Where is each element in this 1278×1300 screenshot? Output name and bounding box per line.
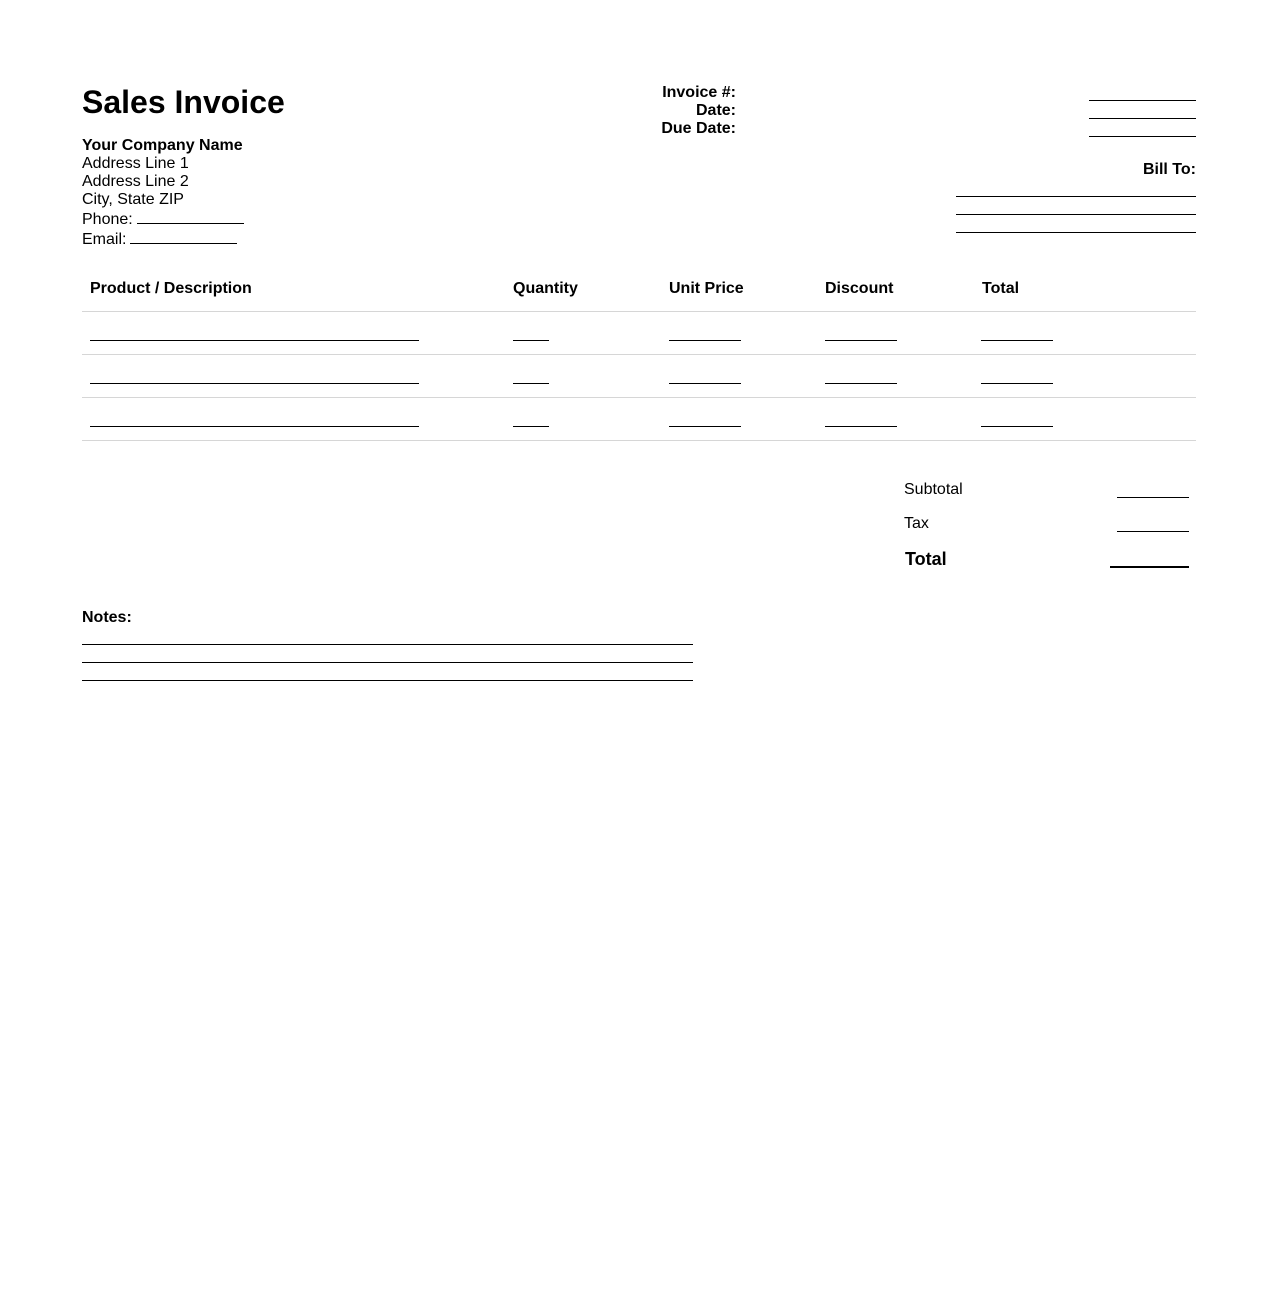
- tax-field[interactable]: [1117, 531, 1189, 532]
- bill-to-field[interactable]: [956, 232, 1196, 233]
- line-total-field[interactable]: [981, 340, 1053, 341]
- invoice-meta-labels: [560, 84, 736, 138]
- product-field[interactable]: [90, 383, 419, 384]
- invoice-number-label: Invoice #:: [662, 84, 736, 101]
- discount-field[interactable]: [825, 426, 897, 427]
- table-header-divider: [82, 311, 1196, 312]
- date-field[interactable]: [1089, 118, 1196, 119]
- email-field[interactable]: [130, 229, 237, 244]
- bill-to-label: Bill To:: [1142, 161, 1196, 178]
- company-phone-row: [82, 209, 244, 229]
- row-divider: [82, 354, 1196, 355]
- subtotal-field[interactable]: [1117, 497, 1189, 498]
- unit-price-field[interactable]: [669, 383, 741, 384]
- column-header-unit-price: Unit Price: [669, 280, 744, 297]
- company-address-line-2: Address Line 2: [82, 173, 189, 190]
- company-email-row: [82, 229, 244, 249]
- line-total-field[interactable]: [981, 426, 1053, 427]
- company-info: [82, 137, 244, 249]
- line-total-field[interactable]: [981, 383, 1053, 384]
- date-label: Date:: [695, 102, 736, 119]
- notes-field[interactable]: [82, 644, 693, 645]
- row-divider: [82, 440, 1196, 441]
- discount-field[interactable]: [825, 383, 897, 384]
- tax-label: Tax: [904, 515, 929, 532]
- page-title: Sales Invoice: [82, 84, 285, 120]
- notes-label: Notes:: [82, 609, 132, 626]
- invoice-number-field[interactable]: [1089, 100, 1196, 101]
- product-field[interactable]: [90, 340, 419, 341]
- grand-total-field[interactable]: [1110, 566, 1189, 568]
- quantity-field[interactable]: [513, 340, 549, 341]
- quantity-field[interactable]: [513, 383, 549, 384]
- bill-to-field[interactable]: [956, 196, 1196, 197]
- column-header-quantity: Quantity: [513, 280, 578, 297]
- column-header-total: Total: [982, 280, 1020, 297]
- phone-label: Phone:: [82, 211, 133, 228]
- bill-to-field[interactable]: [956, 214, 1196, 215]
- notes-field[interactable]: [82, 680, 693, 681]
- product-field[interactable]: [90, 426, 419, 427]
- quantity-field[interactable]: [513, 426, 549, 427]
- unit-price-field[interactable]: [669, 426, 741, 427]
- due-date-field[interactable]: [1089, 136, 1196, 137]
- unit-price-field[interactable]: [669, 340, 741, 341]
- subtotal-label: Subtotal: [904, 481, 963, 498]
- grand-total-label: Total: [905, 549, 947, 569]
- company-name: Your Company Name: [82, 137, 243, 154]
- phone-field[interactable]: [137, 209, 244, 224]
- discount-field[interactable]: [825, 340, 897, 341]
- column-header-product: Product / Description: [90, 280, 252, 297]
- company-address-line-1: Address Line 1: [82, 155, 189, 172]
- company-city-state-zip: City, State ZIP: [82, 191, 184, 208]
- notes-field[interactable]: [82, 662, 693, 663]
- column-header-discount: Discount: [825, 280, 894, 297]
- due-date-label: Due Date:: [661, 120, 736, 137]
- row-divider: [82, 397, 1196, 398]
- email-label: Email:: [82, 231, 127, 248]
